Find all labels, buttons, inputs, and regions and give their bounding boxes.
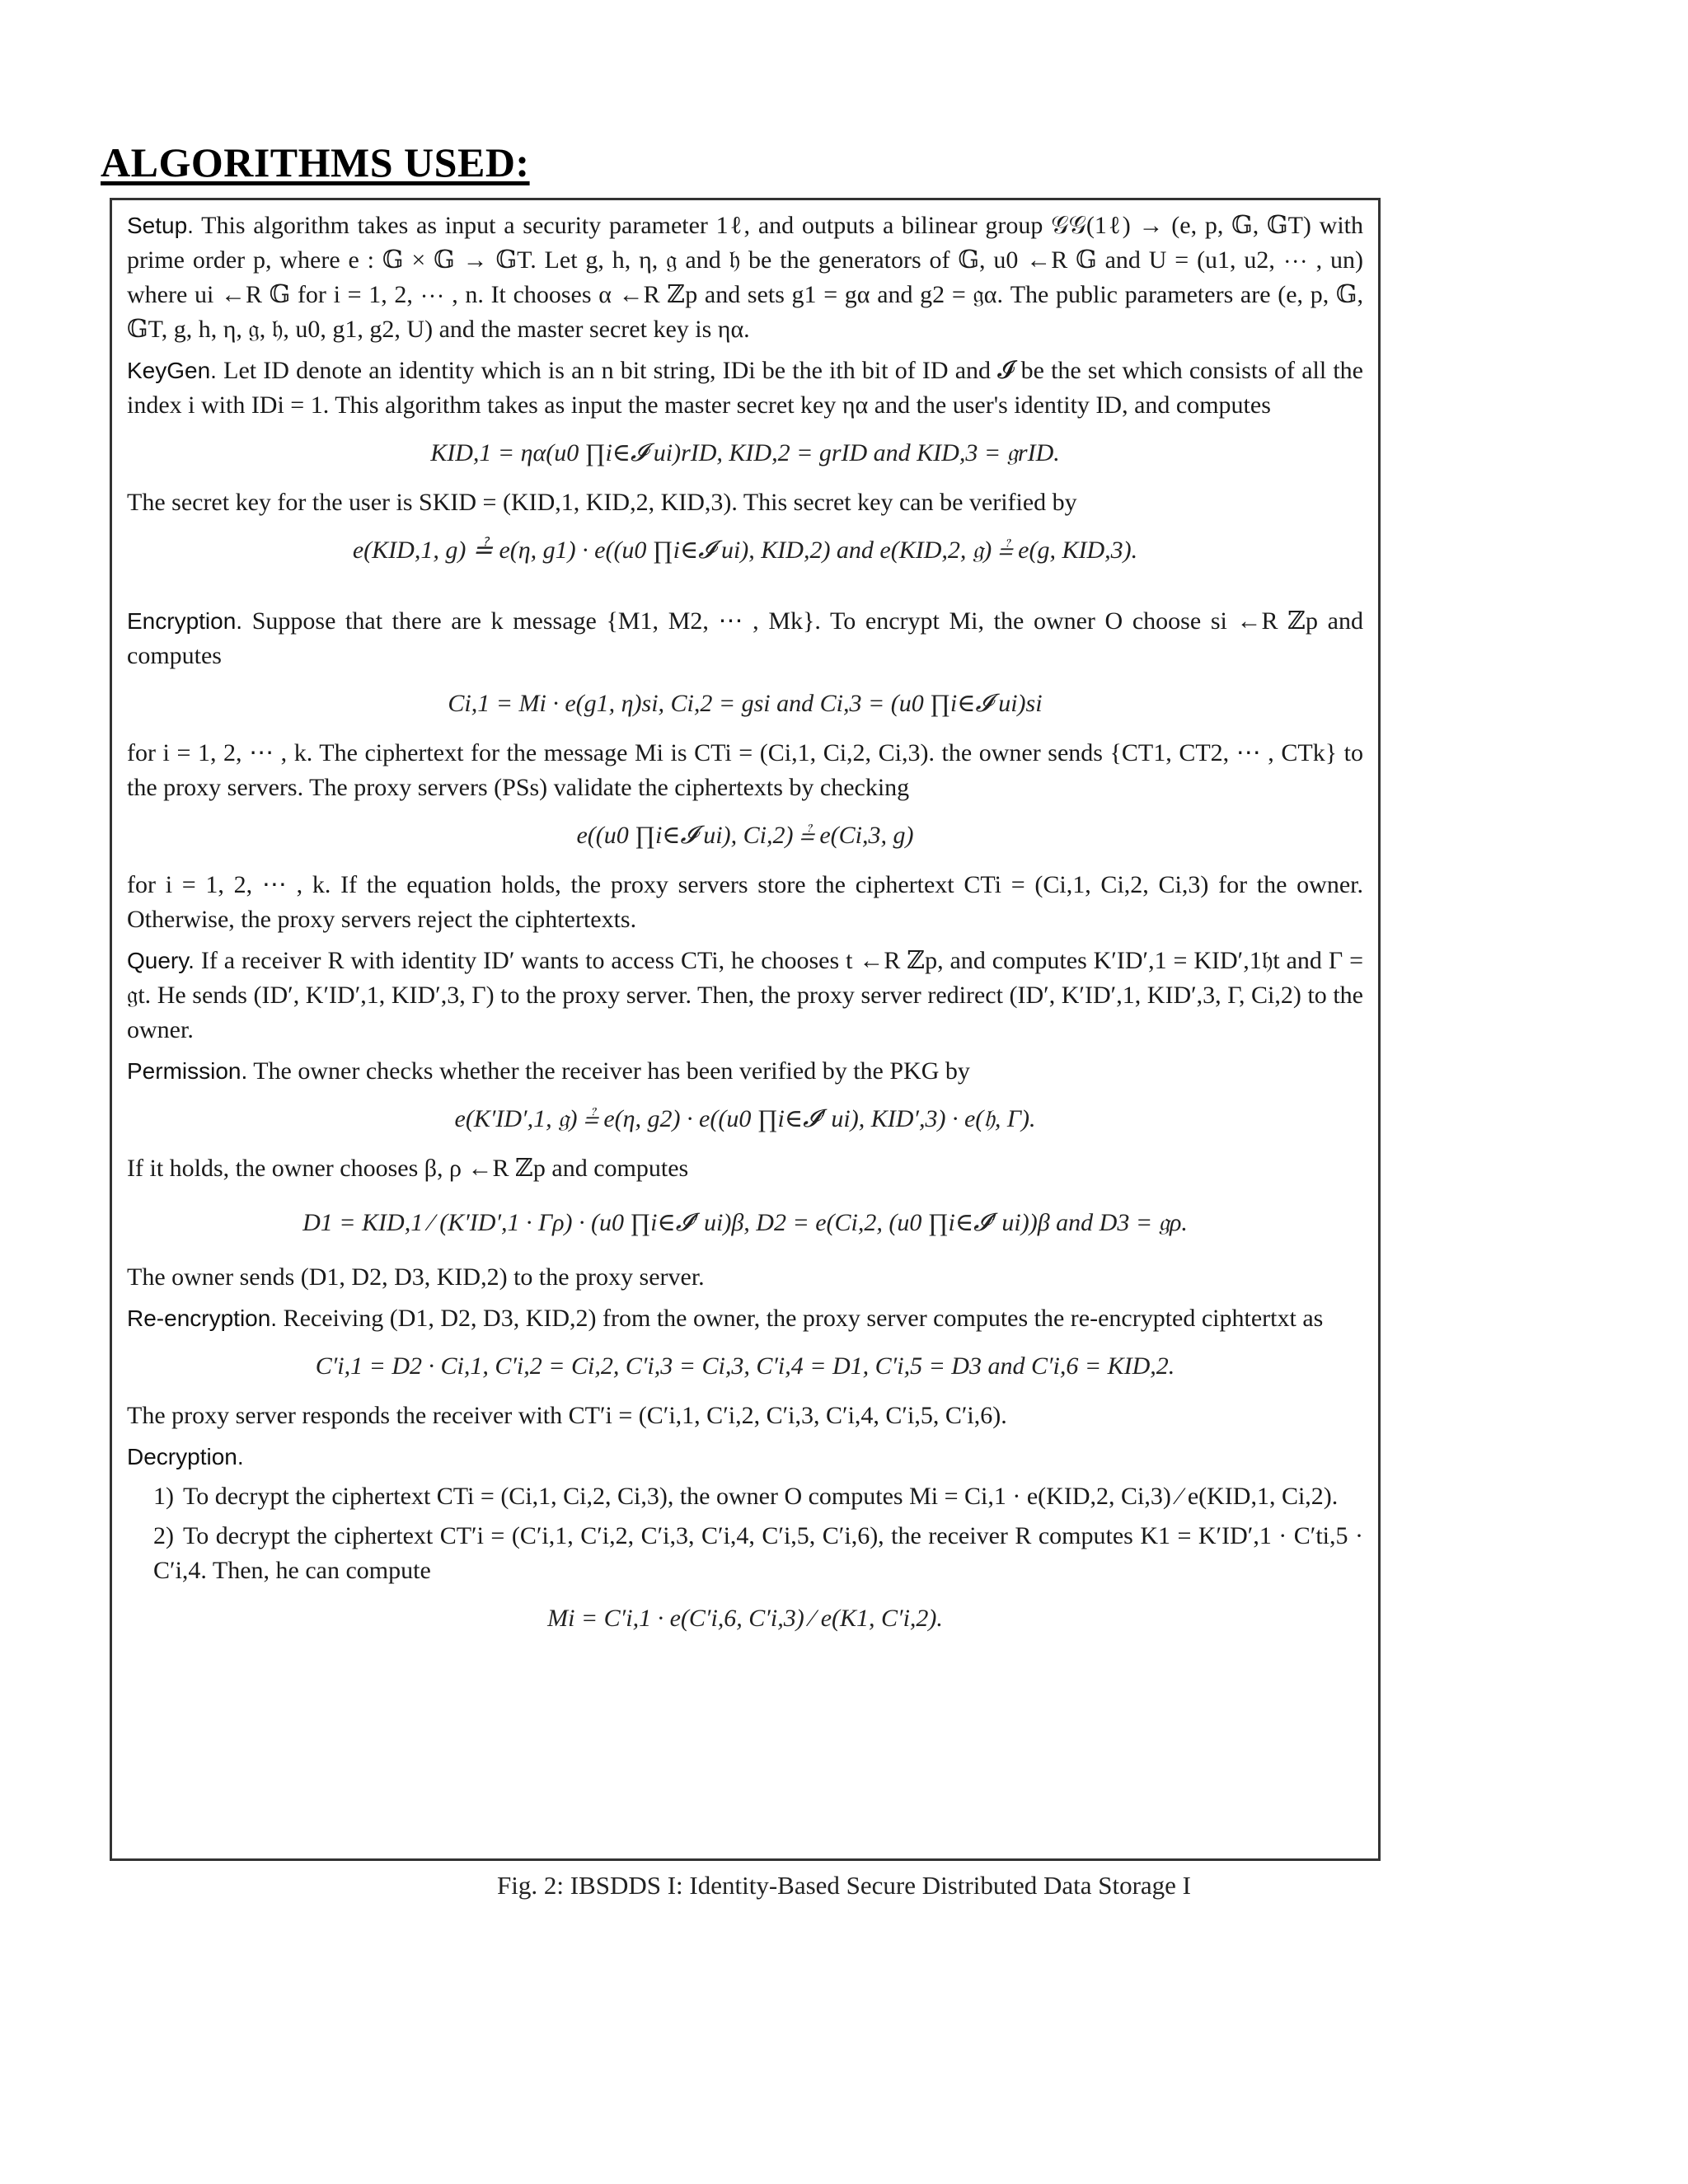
permission-label: Permission. — [127, 1058, 248, 1084]
permission-equation-2: D1 = KID,1 ⁄ (K′ID′,1 · Γρ) · (u0 ∏i∈𝓘′ ui)β, D2 = e(Ci,2, (u0 ∏i∈𝓘′ ui))β and D3 = 𝔤ρ. — [302, 1209, 1188, 1236]
permission-section — [127, 1054, 1363, 1295]
decryption-step-1 — [153, 1479, 1363, 1514]
query-section — [127, 944, 1363, 1047]
encryption-section — [127, 604, 1363, 937]
keygen-text-2: The secret key for the user is SKID = (KID,1, KID,2, KID,3). This secret key can be verified by — [127, 489, 1077, 516]
decryption-step-1-text: To decrypt the ciphertext CTi = (Ci,1, Ci,2, Ci,3), the owner O computes Mi = Ci,1 · e(KID,2, Ci,3) ⁄ e(KID,1, Ci,2). — [183, 1483, 1339, 1510]
permission-equation-1: e(K′ID′,1, 𝔤) ≟ e(η, g2) · e((u0 ∏i∈𝓘′ ui), KID′,3) · e(𝔥, Γ). — [454, 1105, 1036, 1132]
keygen-text: Let ID denote an identity which is an n bit string, IDi be the ith bit of ID and 𝓘 be the set which consists of all the index i with IDi = 1. This algorithm takes as input the master secret key ηα and the user's identity ID, and computes — [127, 357, 1363, 419]
permission-text-2: If it holds, the owner chooses β, ρ ←R ℤp and computes — [127, 1155, 689, 1182]
setup-text: This algorithm takes as input a security parameter 1ℓ, and outputs a bilinear group 𝒢𝒢(1ℓ) → (e, p, 𝔾, 𝔾T) with prime order p, where e : 𝔾 × 𝔾 → 𝔾T. Let g, h, η, 𝔤 and 𝔥 be the generators of 𝔾, u0 ←R 𝔾 and U = (u1, u2, ⋯ , un) where ui ←R 𝔾 for i = 1, 2, ⋯ , n. It chooses α ←R ℤp and sets g1 = gα and g2 = 𝔤α. The public parameters are (e, p, 𝔾, 𝔾T, g, h, η, 𝔤, 𝔥, u0, g1, g2, U) and the master secret key is ηα. — [127, 212, 1363, 343]
permission-text: The owner checks whether the receiver has been verified by the PKG by — [247, 1057, 970, 1085]
figure-caption: Fig. 2: IBSDDS I: Identity-Based Secure Distributed Data Storage I — [496, 1871, 1192, 1900]
decryption-step-2-number: 2) — [153, 1522, 174, 1549]
reencryption-label: Re-encryption. — [127, 1305, 278, 1331]
reencryption-section — [127, 1301, 1363, 1433]
query-label: Query. — [127, 948, 195, 973]
decryption-equation-1: Mi = C′i,1 · e(C′i,6, C′i,3) ⁄ e(K1, C′i,2). — [547, 1605, 943, 1632]
decryption-section — [127, 1440, 1363, 1638]
decryption-step-2-text: To decrypt the ciphertext CT′i = (C′i,1, C′i,2, C′i,3, C′i,4, C′i,5, C′i,6), the receiver R computes K1 = K′ID′,1 · C′ti,5 · C′i,4. Then, he can compute — [153, 1522, 1363, 1584]
encryption-equation-1: Ci,1 = Mi · e(g1, η)si, Ci,2 = gsi and Ci,3 = (u0 ∏i∈𝓘 ui)si — [448, 690, 1043, 717]
encryption-text: Suppose that there are k message {M1, M2, ⋯ , Mk}. To encrypt Mi, the owner O choose si ←R ℤp and computes — [127, 607, 1363, 669]
encryption-text-3: for i = 1, 2, ⋯ , k. If the equation holds, the proxy servers store the ciphertext CTi = (Ci,1, Ci,2, Ci,3) for the owner. Otherwise, the proxy servers reject the ciphtertexts. — [127, 871, 1363, 933]
keygen-section — [127, 354, 1363, 569]
algorithm-figure-box — [110, 198, 1381, 1861]
keygen-label: KeyGen. — [127, 358, 217, 383]
query-text: If a receiver R with identity ID′ wants to access CTi, he chooses t ←R ℤp, and computes K′ID′,1 = KID′,1𝔥t and Γ = 𝔤t. He sends (ID′, K′ID′,1, KID′,3, Γ) to the proxy server. Then, the proxy server redirect (ID′, K′ID′,1, KID′,3, Γ, Ci,2) to the owner. — [127, 947, 1363, 1043]
encryption-text-2: for i = 1, 2, ⋯ , k. The ciphertext for the message Mi is CTi = (Ci,1, Ci,2, Ci,3). the owner sends {CT1, CT2, ⋯ , CTk} to the proxy servers. The proxy servers (PSs) validate the ciphertexts by checking — [127, 739, 1363, 801]
setup-label: Setup. — [127, 213, 194, 238]
page-heading: ALGORITHMS USED: — [101, 139, 530, 185]
decryption-label: Decryption. — [127, 1444, 244, 1469]
decryption-step-1-number: 1) — [153, 1483, 174, 1510]
setup-section — [127, 209, 1363, 347]
reencryption-text: Receiving (D1, D2, D3, KID,2) from the owner, the proxy server computes the re-encrypted ciphtertxt as — [277, 1305, 1324, 1332]
decryption-step-2 — [153, 1519, 1363, 1588]
reencryption-equation-1: C′i,1 = D2 · Ci,1, C′i,2 = Ci,2, C′i,3 = Ci,3, C′i,4 = D1, C′i,5 = D3 and C′i,6 = KID,2. — [315, 1352, 1175, 1380]
encryption-label: Encryption. — [127, 608, 243, 634]
keygen-equation-2: e(KID,1, g) ≟ e(η, g1) · e((u0 ∏i∈𝓘 ui), KID,2) and e(KID,2, 𝔤) ≟ e(g, KID,3). — [352, 537, 1138, 564]
reencryption-text-2: The proxy server responds the receiver with CT′i = (C′i,1, C′i,2, C′i,3, C′i,4, C′i,5, C′i,6). — [127, 1402, 1007, 1429]
permission-text-3: The owner sends (D1, D2, D3, KID,2) to the proxy server. — [127, 1263, 705, 1291]
encryption-equation-2: e((u0 ∏i∈𝓘 ui), Ci,2) ≟ e(Ci,3, g) — [576, 822, 914, 849]
keygen-equation-1: KID,1 = ηα(u0 ∏i∈𝓘 ui)rID, KID,2 = grID and KID,3 = 𝔤rID. — [430, 439, 1060, 466]
